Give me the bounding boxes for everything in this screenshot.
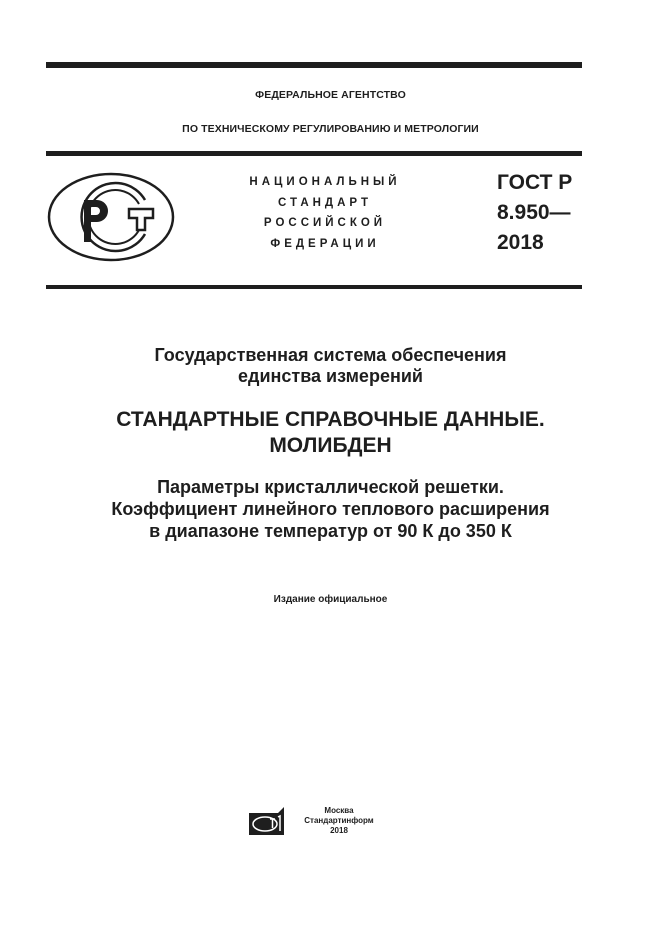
standartinform-logo-icon: [248, 806, 286, 836]
publisher-name: Стандартинформ: [304, 816, 374, 825]
rst-certification-mark-icon: [47, 172, 175, 262]
main-title-line: МОЛИБДЕН: [269, 434, 392, 457]
top-rule: [46, 62, 582, 68]
publisher-city: Москва: [324, 806, 354, 815]
agency-line-2: ПО ТЕХНИЧЕСКОМУ РЕГУЛИРОВАНИЮ И МЕТРОЛОГИИ: [182, 123, 479, 135]
national-line: СТАНДАРТ: [278, 196, 372, 209]
gost-line: 2018: [497, 231, 544, 254]
system-title-line: Государственная система обеспечения: [154, 345, 507, 365]
gost-designation: [497, 168, 572, 258]
national-line: РОССИЙСКОЙ: [263, 217, 387, 229]
publisher-info: [296, 806, 382, 836]
system-title-line: единства измерений: [238, 366, 423, 386]
national-standard-label: [230, 172, 420, 254]
main-title: [0, 407, 661, 459]
subtitle-line: в диапазоне температур от 90 К до 350 К: [149, 521, 512, 541]
agency-line-1: ФЕДЕРАЛЬНОЕ АГЕНТСТВО: [255, 89, 406, 101]
national-line: НАЦИОНАЛЬНЫЙ: [249, 176, 401, 188]
subtitle-line: Параметры кристаллической решетки.: [157, 477, 504, 497]
system-title: [0, 345, 661, 387]
bottom-rule: [46, 285, 582, 289]
main-title-line: СТАНДАРТНЫЕ СПРАВОЧНЫЕ ДАННЫЕ.: [116, 408, 545, 431]
middle-rule: [46, 151, 582, 156]
gost-line: ГОСТ Р: [497, 171, 573, 194]
edition-label: Издание официальное: [273, 594, 388, 605]
gost-line: 8.950—: [497, 201, 571, 224]
subtitle: [0, 476, 661, 542]
publisher-year: 2018: [330, 826, 348, 835]
subtitle-line: Коэффициент линейного теплового расширения: [111, 499, 550, 519]
national-line: ФЕДЕРАЦИИ: [270, 237, 380, 250]
